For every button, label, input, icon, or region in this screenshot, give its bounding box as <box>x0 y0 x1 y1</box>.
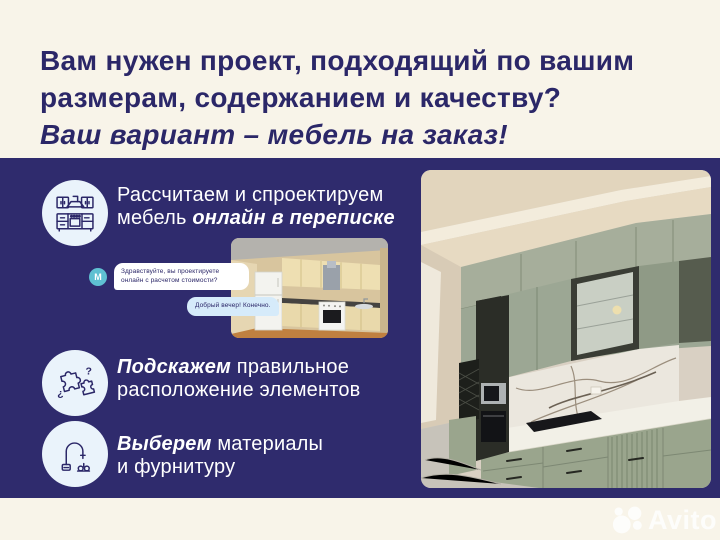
feature-online-design <box>117 184 395 230</box>
kitchen-render-image <box>231 238 388 338</box>
avito-brand-text: Avito <box>648 504 717 535</box>
feature-layout-icon-circle <box>42 350 108 416</box>
feature-3-line-1: материалы <box>211 433 324 455</box>
feature-2-line-2: расположение элементов <box>117 379 361 401</box>
feature-3-line-2: и фурнитуру <box>117 456 236 478</box>
chat-avatar <box>89 268 107 286</box>
avito-logo-icon <box>612 504 644 536</box>
svg-text:?: ? <box>85 365 92 378</box>
chat-message-incoming: Здравствуйте, вы проектируете онлайн с расчетом стоимости? <box>114 263 249 290</box>
kitchen-cabinets-icon <box>54 192 96 234</box>
feature-materials <box>117 433 323 479</box>
chat-avatar-letter: М <box>94 272 102 282</box>
feature-1-line-2: мебель <box>117 207 193 229</box>
feature-layout-advice <box>117 356 361 402</box>
faucet-icon <box>54 433 96 475</box>
headline-line-2: размерам, содержанием и качеству? <box>40 82 562 113</box>
features-panel <box>0 158 720 498</box>
feature-3-line-1-bold: Выберем <box>117 433 212 455</box>
kitchen-photo <box>421 170 711 488</box>
feature-2-line-1: правильное <box>231 356 350 378</box>
headline <box>40 42 700 153</box>
feature-online-design-icon-circle <box>42 180 108 246</box>
avito-watermark <box>612 503 717 537</box>
svg-text:?: ? <box>57 387 64 400</box>
feature-materials-icon-circle <box>42 421 108 487</box>
puzzle-icon <box>54 362 96 404</box>
kitchen-photo-image <box>421 170 711 488</box>
headline-line-1: Вам нужен проект, подходящий по вашим <box>40 45 635 76</box>
feature-1-line-1: Рассчитаем и спроектируем <box>117 184 384 206</box>
feature-1-line-2-bold: онлайн в переписке <box>192 207 395 229</box>
kitchen-3d-render <box>231 238 388 338</box>
headline-line-3: Ваш вариант – мебель на заказ! <box>40 119 508 150</box>
feature-2-line-1-bold: Подскажем <box>117 356 232 378</box>
chat-message-outgoing: Добрый вечер! Конечно. <box>187 297 279 316</box>
